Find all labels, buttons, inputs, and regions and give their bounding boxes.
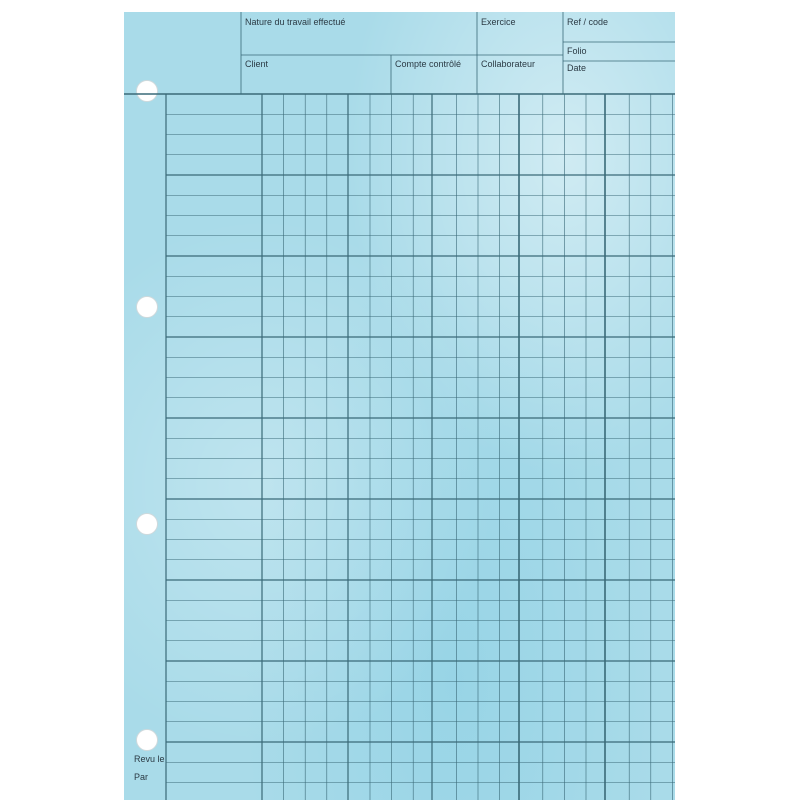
client-label: Client — [245, 59, 269, 69]
revu-le-label: Revu le — [134, 754, 165, 764]
collaborateur-label: Collaborateur — [481, 59, 536, 69]
par-label: Par — [134, 772, 149, 782]
nature-label: Nature du travail effectué — [245, 17, 346, 27]
ref-code-label: Ref / code — [567, 17, 609, 27]
folio-label: Folio — [567, 46, 587, 56]
exercice-label: Exercice — [481, 17, 516, 27]
date-label: Date — [567, 63, 587, 73]
compte-controle-label: Compte contrôlé — [395, 59, 462, 69]
